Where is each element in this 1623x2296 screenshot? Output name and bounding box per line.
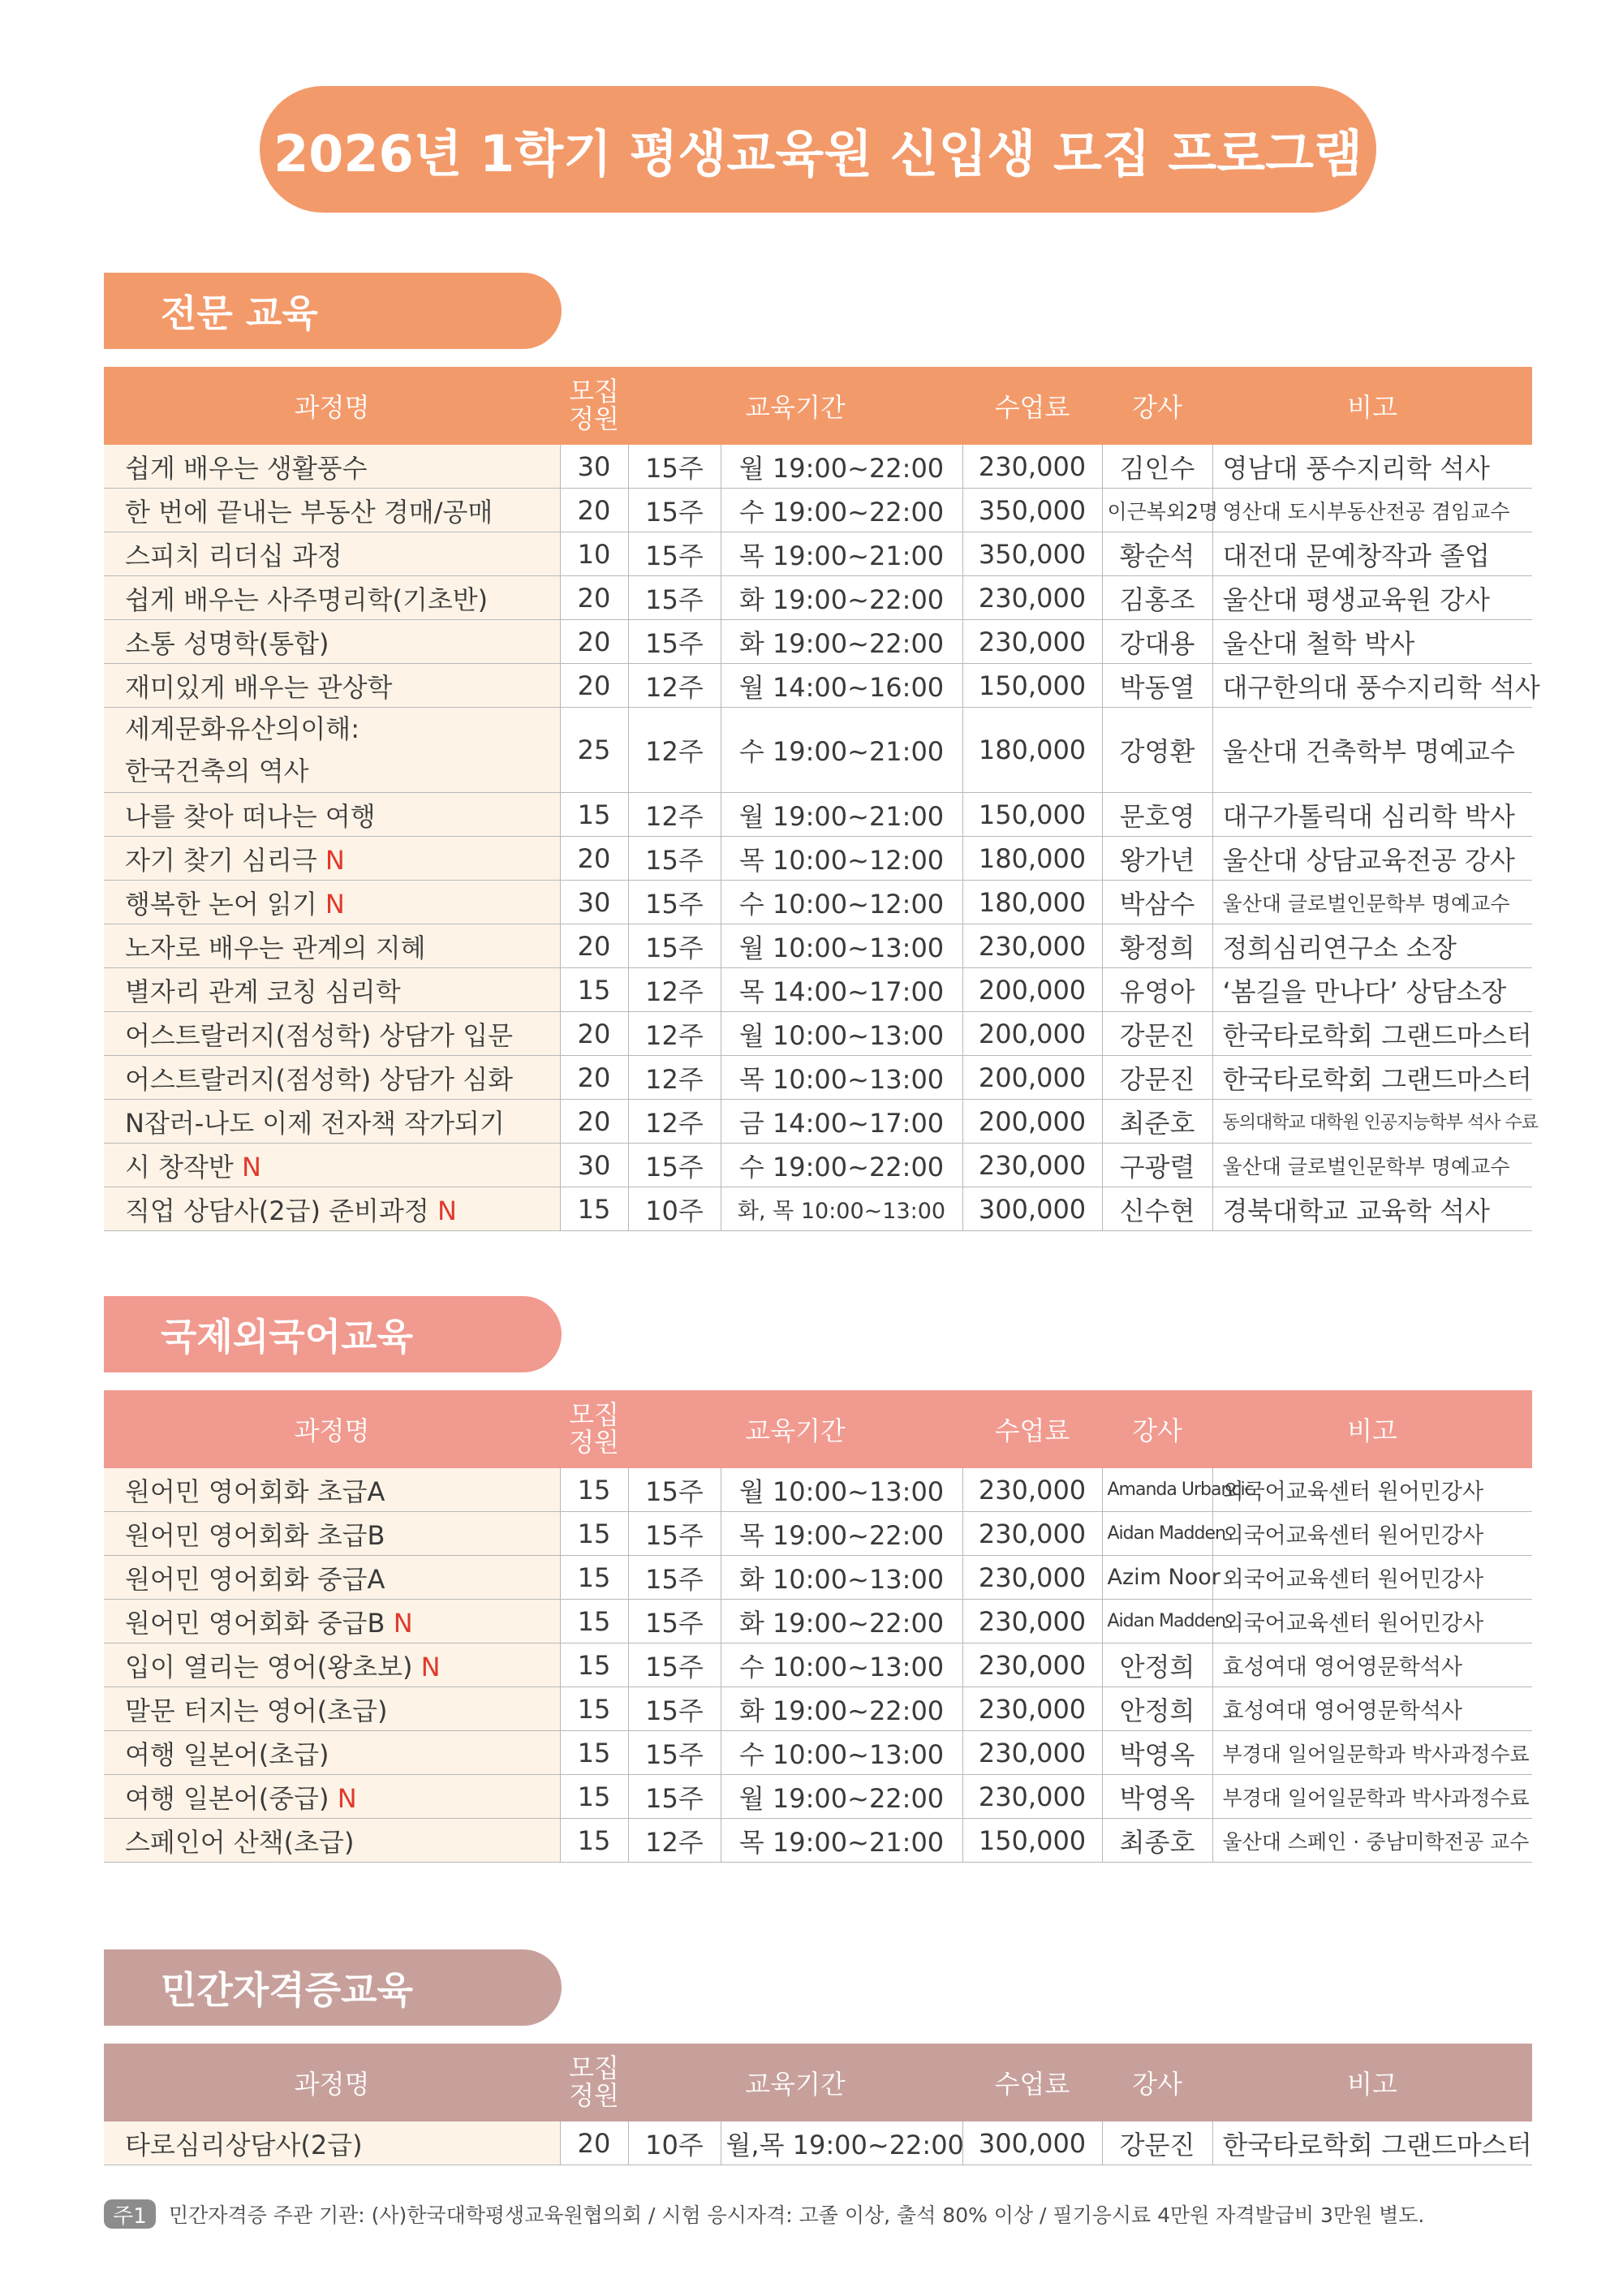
time-cell: 목 10:00~12:00	[721, 837, 962, 881]
time-cell: 월 19:00~22:00	[721, 1775, 962, 1819]
table-row	[104, 1056, 1532, 1100]
header-note: 비고	[1212, 1390, 1532, 1468]
instructor-cell: 박영옥	[1102, 1731, 1212, 1775]
header-period: 교육기간	[628, 2044, 962, 2122]
time-cell: 화 10:00~13:00	[721, 1556, 962, 1600]
note-cell: 울산대 평생교육원 강사	[1212, 576, 1532, 620]
course-name-text: 자기 찾기 심리극	[125, 844, 325, 876]
weeks-cell: 15주	[628, 1144, 721, 1187]
instructor-cell: 강영환	[1102, 708, 1212, 793]
note-cell: 동의대학교 대학원 인공지능학부 석사 수료	[1212, 1100, 1532, 1144]
course-name	[104, 664, 560, 708]
note-cell: 대구가톨릭대 심리학 박사	[1212, 793, 1532, 837]
fee-cell: 200,000	[962, 1056, 1102, 1100]
instructor-cell: Aidan Madden	[1102, 1600, 1212, 1643]
new-badge: N	[437, 1195, 457, 1226]
new-badge: N	[325, 888, 345, 920]
fee-cell: 230,000	[962, 1600, 1102, 1643]
capacity-cell: 20	[560, 1056, 628, 1100]
course-name	[104, 532, 560, 576]
instructor-cell: 황정희	[1102, 924, 1212, 968]
note-cell: 경북대학교 교육학 석사	[1212, 1187, 1532, 1231]
table-row	[104, 793, 1532, 837]
course-name	[104, 1687, 560, 1731]
course-name-text: 원어민 영어회화 초급B	[125, 1519, 385, 1551]
instructor-cell: 구광렬	[1102, 1144, 1212, 1187]
note-cell: 울산대 글로벌인문학부 명예교수	[1212, 881, 1532, 924]
course-name	[104, 1100, 560, 1144]
new-badge: N	[325, 844, 345, 876]
note-cell: 대전대 문예창작과 졸업	[1212, 532, 1532, 576]
table-row	[104, 489, 1532, 532]
time-cell: 목 10:00~13:00	[721, 1056, 962, 1100]
capacity-cell: 20	[560, 489, 628, 532]
header-cap-top: 모집	[569, 2053, 619, 2083]
course-name-text: 타로심리상담사(2급)	[125, 2129, 363, 2160]
table-header-row	[104, 2044, 1532, 2122]
time-cell: 수 10:00~13:00	[721, 1731, 962, 1775]
course-name-text: 여행 일본어(초급)	[125, 1738, 329, 1770]
instructor-cell: 박동열	[1102, 664, 1212, 708]
weeks-cell: 12주	[628, 708, 721, 793]
course-name-text: 행복한 논어 읽기	[125, 888, 325, 920]
time-cell: 금 14:00~17:00	[721, 1100, 962, 1144]
weeks-cell: 15주	[628, 924, 721, 968]
course-name	[104, 1819, 560, 1863]
time-cell: 월 19:00~21:00	[721, 793, 962, 837]
course-name-text: 나를 찾아 떠나는 여행	[125, 800, 376, 832]
capacity-cell: 15	[560, 1775, 628, 1819]
instructor-cell: 황순석	[1102, 532, 1212, 576]
header-capacity	[560, 2044, 628, 2122]
course-name-text: 스페인어 산책(초급)	[125, 1826, 355, 1858]
header-fee: 수업료	[962, 2044, 1102, 2122]
time-cell: 수 19:00~22:00	[721, 489, 962, 532]
instructor-cell: 안정희	[1102, 1643, 1212, 1687]
instructor-cell: 문호영	[1102, 793, 1212, 837]
fee-cell: 180,000	[962, 708, 1102, 793]
fee-cell: 300,000	[962, 1187, 1102, 1231]
fee-cell: 230,000	[962, 924, 1102, 968]
course-name	[104, 1012, 560, 1056]
instructor-cell: 안정희	[1102, 1687, 1212, 1731]
instructor-cell: 최준호	[1102, 1100, 1212, 1144]
course-name-text: 소통 성명학(통합)	[125, 627, 329, 659]
weeks-cell: 12주	[628, 968, 721, 1012]
time-cell: 목 19:00~22:00	[721, 1512, 962, 1556]
fee-cell: 180,000	[962, 837, 1102, 881]
header-instructor: 강사	[1102, 1390, 1212, 1468]
capacity-cell: 20	[560, 664, 628, 708]
fee-cell: 150,000	[962, 664, 1102, 708]
course-name-text: 입이 열리는 영어(왕초보)	[125, 1651, 421, 1682]
fee-cell: 350,000	[962, 532, 1102, 576]
header-note: 비고	[1212, 367, 1532, 445]
header-fee: 수업료	[962, 367, 1102, 445]
note-cell: 울산대 스페인 · 중남미학전공 교수	[1212, 1819, 1532, 1863]
weeks-cell: 12주	[628, 1012, 721, 1056]
weeks-cell: 15주	[628, 620, 721, 664]
time-cell: 월 10:00~13:00	[721, 924, 962, 968]
capacity-cell: 20	[560, 2122, 628, 2165]
course-name	[104, 445, 560, 489]
instructor-cell: 박영옥	[1102, 1775, 1212, 1819]
capacity-cell: 25	[560, 708, 628, 793]
weeks-cell: 15주	[628, 837, 721, 881]
instructor-cell: 강문진	[1102, 1056, 1212, 1100]
note-cell: 부경대 일어일문학과 박사과정수료	[1212, 1775, 1532, 1819]
capacity-cell: 20	[560, 576, 628, 620]
header-cap-top: 모집	[569, 376, 619, 407]
capacity-cell: 20	[560, 620, 628, 664]
instructor-cell: 김홍조	[1102, 576, 1212, 620]
course-name-text: 노자로 배우는 관계의 지혜	[125, 932, 426, 963]
weeks-cell: 15주	[628, 445, 721, 489]
note-cell: 부경대 일어일문학과 박사과정수료	[1212, 1731, 1532, 1775]
instructor-cell: 김인수	[1102, 445, 1212, 489]
table-row	[104, 1012, 1532, 1056]
instructor-cell: 강대용	[1102, 620, 1212, 664]
weeks-cell: 12주	[628, 793, 721, 837]
course-name	[104, 968, 560, 1012]
instructor-cell: 최종호	[1102, 1819, 1212, 1863]
table-row	[104, 837, 1532, 881]
header-name: 과정명	[104, 2044, 560, 2122]
footnote-text: 민간자격증 주관 기관: (사)한국대학평생교육원협의회 / 시험 응시자격: 고졸 이상, 출석 80% 이상 / 필기응시료 4만원 자격발급비 3만원 별도.	[169, 2203, 1425, 2227]
weeks-cell: 12주	[628, 664, 721, 708]
weeks-cell: 15주	[628, 1643, 721, 1687]
table-row	[104, 1144, 1532, 1187]
table-row	[104, 881, 1532, 924]
capacity-cell: 20	[560, 1100, 628, 1144]
course-name-text: 원어민 영어회화 중급B	[125, 1607, 394, 1639]
note-cell: 정희심리연구소 소장	[1212, 924, 1532, 968]
course-name	[104, 881, 560, 924]
time-cell: 화 19:00~22:00	[721, 576, 962, 620]
table-row	[104, 620, 1532, 664]
course-name	[104, 620, 560, 664]
course-name	[104, 924, 560, 968]
instructor-cell: 이근복외2명	[1102, 489, 1212, 532]
note-cell: ‘봄길을 만나다’ 상담소장	[1212, 968, 1532, 1012]
time-cell: 화 19:00~22:00	[721, 1600, 962, 1643]
course-name-text: 여행 일본어(중급)	[125, 1782, 338, 1814]
course-name	[104, 1731, 560, 1775]
weeks-cell: 15주	[628, 1600, 721, 1643]
table-row	[104, 708, 1532, 793]
instructor-cell: 왕가년	[1102, 837, 1212, 881]
course-name	[104, 793, 560, 837]
fee-cell: 230,000	[962, 576, 1102, 620]
note-cell: 한국타로학회 그랜드마스터	[1212, 2122, 1532, 2165]
fee-cell: 180,000	[962, 881, 1102, 924]
course-name	[104, 576, 560, 620]
certificate-table	[104, 2044, 1532, 2165]
weeks-cell: 15주	[628, 576, 721, 620]
note-cell: 울산대 글로벌인문학부 명예교수	[1212, 1144, 1532, 1187]
time-cell: 월,목 19:00~22:00	[721, 2122, 962, 2165]
table-row	[104, 1556, 1532, 1600]
weeks-cell: 15주	[628, 1468, 721, 1512]
new-badge: N	[420, 1651, 441, 1682]
instructor-cell: 강문진	[1102, 1012, 1212, 1056]
time-cell: 월 19:00~22:00	[721, 445, 962, 489]
instructor-cell: 유영아	[1102, 968, 1212, 1012]
fee-cell: 230,000	[962, 1687, 1102, 1731]
weeks-cell: 15주	[628, 1775, 721, 1819]
capacity-cell: 15	[560, 793, 628, 837]
capacity-cell: 15	[560, 1187, 628, 1231]
note-cell: 울산대 상담교육전공 강사	[1212, 837, 1532, 881]
header-cap-bottom: 정원	[569, 403, 619, 434]
capacity-cell: 15	[560, 1468, 628, 1512]
course-name-text: 어스트랄러지(점성학) 상담가 심화	[125, 1063, 514, 1095]
note-cell: 외국어교육센터 원어민강사	[1212, 1556, 1532, 1600]
new-badge: N	[393, 1607, 413, 1639]
course-name	[104, 1643, 560, 1687]
weeks-cell: 15주	[628, 489, 721, 532]
capacity-cell: 30	[560, 445, 628, 489]
capacity-cell: 15	[560, 1731, 628, 1775]
course-name	[104, 1187, 560, 1231]
weeks-cell: 15주	[628, 1556, 721, 1600]
note-cell: 한국타로학회 그랜드마스터	[1212, 1056, 1532, 1100]
course-name	[104, 1512, 560, 1556]
course-name-text: 별자리 관계 코칭 심리학	[125, 976, 401, 1007]
weeks-cell: 10주	[628, 2122, 721, 2165]
table-row	[104, 968, 1532, 1012]
course-name-text: 재미있게 배우는 관상학	[125, 671, 393, 703]
footnote	[104, 2198, 1532, 2230]
instructor-cell: Azim Noor	[1102, 1556, 1212, 1600]
header-instructor: 강사	[1102, 2044, 1212, 2122]
note-cell: 대구한의대 풍수지리학 석사	[1212, 664, 1532, 708]
header-capacity	[560, 1390, 628, 1468]
weeks-cell: 15주	[628, 881, 721, 924]
weeks-cell: 15주	[628, 1731, 721, 1775]
fee-cell: 150,000	[962, 1819, 1102, 1863]
course-name-line2: 한국건축의 역사	[125, 756, 309, 786]
table-row	[104, 1468, 1532, 1512]
instructor-cell: Aidan Madden	[1102, 1512, 1212, 1556]
table-row	[104, 1100, 1532, 1144]
course-name	[104, 1144, 560, 1187]
course-name	[104, 1556, 560, 1600]
header-cap-bottom: 정원	[569, 2080, 619, 2111]
time-cell: 수 10:00~13:00	[721, 1643, 962, 1687]
footnote-badge: 주1	[104, 2199, 156, 2229]
fee-cell: 200,000	[962, 1100, 1102, 1144]
time-cell: 화, 목 10:00~13:00	[721, 1187, 962, 1231]
capacity-cell: 20	[560, 924, 628, 968]
table-row	[104, 445, 1532, 489]
weeks-cell: 15주	[628, 1512, 721, 1556]
table-row	[104, 1775, 1532, 1819]
table-row	[104, 1643, 1532, 1687]
fee-cell: 150,000	[962, 793, 1102, 837]
fee-cell: 230,000	[962, 1556, 1102, 1600]
course-name-text: 세계문화유산의이해:	[125, 713, 359, 744]
instructor-cell: 강문진	[1102, 2122, 1212, 2165]
course-name	[104, 837, 560, 881]
time-cell: 수 19:00~21:00	[721, 708, 962, 793]
table-row	[104, 2122, 1532, 2165]
time-cell: 월 14:00~16:00	[721, 664, 962, 708]
new-badge: N	[242, 1151, 261, 1182]
capacity-cell: 20	[560, 837, 628, 881]
course-name-text: 스피치 리더십 과정	[125, 540, 342, 571]
professional-table	[104, 367, 1540, 1231]
course-name	[104, 1600, 560, 1643]
page-title: 2026년 1학기 평생교육원 신입생 모집 프로그램	[260, 86, 1376, 213]
capacity-cell: 15	[560, 1643, 628, 1687]
section-title-professional: 전문 교육	[104, 273, 562, 349]
table-row	[104, 1731, 1532, 1775]
section-title-language: 국제외국어교육	[104, 1296, 562, 1372]
time-cell: 수 19:00~22:00	[721, 1144, 962, 1187]
capacity-cell: 15	[560, 1556, 628, 1600]
course-name-text: 어스트랄러지(점성학) 상담가 입문	[125, 1019, 514, 1051]
header-name: 과정명	[104, 367, 560, 445]
table-row	[104, 924, 1532, 968]
fee-cell: 200,000	[962, 968, 1102, 1012]
course-name-text: 원어민 영어회화 중급A	[125, 1563, 385, 1595]
fee-cell: 230,000	[962, 1144, 1102, 1187]
fee-cell: 230,000	[962, 1468, 1102, 1512]
table-row	[104, 664, 1532, 708]
note-cell: 효성여대 영어영문학석사	[1212, 1687, 1532, 1731]
time-cell: 목 19:00~21:00	[721, 532, 962, 576]
course-name	[104, 1468, 560, 1512]
time-cell: 화 19:00~22:00	[721, 620, 962, 664]
section-title-certificate: 민간자격증교육	[104, 1949, 562, 2026]
fee-cell: 230,000	[962, 1512, 1102, 1556]
capacity-cell: 15	[560, 968, 628, 1012]
fee-cell: 230,000	[962, 445, 1102, 489]
time-cell: 월 10:00~13:00	[721, 1012, 962, 1056]
capacity-cell: 15	[560, 1600, 628, 1643]
course-name	[104, 2122, 560, 2165]
course-name	[104, 708, 560, 793]
time-cell: 수 10:00~12:00	[721, 881, 962, 924]
fee-cell: 230,000	[962, 1775, 1102, 1819]
note-cell: 외국어교육센터 원어민강사	[1212, 1600, 1532, 1643]
new-badge: N	[337, 1782, 357, 1814]
table-row	[104, 1819, 1532, 1863]
time-cell: 화 19:00~22:00	[721, 1687, 962, 1731]
fee-cell: 230,000	[962, 620, 1102, 664]
table-row	[104, 1600, 1532, 1643]
note-cell: 효성여대 영어영문학석사	[1212, 1643, 1532, 1687]
table-row	[104, 1187, 1532, 1231]
course-name-text: 원어민 영어회화 초급A	[125, 1475, 385, 1507]
time-cell: 월 10:00~13:00	[721, 1468, 962, 1512]
fee-cell: 200,000	[962, 1012, 1102, 1056]
time-cell: 목 19:00~21:00	[721, 1819, 962, 1863]
note-cell: 영산대 도시부동산전공 겸임교수	[1212, 489, 1532, 532]
fee-cell: 230,000	[962, 1643, 1102, 1687]
weeks-cell: 12주	[628, 1100, 721, 1144]
note-cell: 한국타로학회 그랜드마스터	[1212, 1012, 1532, 1056]
table-row	[104, 1512, 1532, 1556]
header-note: 비고	[1212, 2044, 1532, 2122]
language-table	[104, 1390, 1532, 1863]
capacity-cell: 30	[560, 881, 628, 924]
header-period: 교육기간	[628, 367, 962, 445]
note-cell: 외국어교육센터 원어민강사	[1212, 1468, 1532, 1512]
table-header-row	[104, 367, 1532, 445]
instructor-cell: 신수현	[1102, 1187, 1212, 1231]
note-cell: 외국어교육센터 원어민강사	[1212, 1512, 1532, 1556]
table-row	[104, 532, 1532, 576]
capacity-cell: 15	[560, 1512, 628, 1556]
table-row	[104, 576, 1532, 620]
instructor-cell: Amanda Urbancic	[1102, 1468, 1212, 1512]
header-name: 과정명	[104, 1390, 560, 1468]
header-cap-top: 모집	[569, 1399, 619, 1430]
fee-cell: 230,000	[962, 1731, 1102, 1775]
course-name-text: 직업 상담사(2급) 준비과정	[125, 1195, 437, 1226]
header-capacity	[560, 367, 628, 445]
capacity-cell: 30	[560, 1144, 628, 1187]
weeks-cell: 10주	[628, 1187, 721, 1231]
fee-cell: 300,000	[962, 2122, 1102, 2165]
course-name-text: 시 창작반	[125, 1151, 242, 1182]
capacity-cell: 15	[560, 1819, 628, 1863]
course-name-text: 말문 터지는 영어(초급)	[125, 1695, 388, 1726]
weeks-cell: 15주	[628, 1687, 721, 1731]
course-name-text: 쉽게 배우는 사주명리학(기초반)	[125, 584, 489, 615]
table-header-row	[104, 1390, 1532, 1468]
weeks-cell: 12주	[628, 1819, 721, 1863]
course-name	[104, 1056, 560, 1100]
course-name-text: N잡러-나도 이제 전자책 작가되기	[125, 1107, 505, 1139]
weeks-cell: 15주	[628, 532, 721, 576]
table-row	[104, 1687, 1532, 1731]
note-cell: 울산대 건축학부 명예교수	[1212, 708, 1532, 793]
course-name-text: 쉽게 배우는 생활풍수	[125, 452, 368, 484]
header-fee: 수업료	[962, 1390, 1102, 1468]
note-cell: 울산대 철학 박사	[1212, 620, 1532, 664]
fee-cell: 350,000	[962, 489, 1102, 532]
course-name	[104, 1775, 560, 1819]
time-cell: 목 14:00~17:00	[721, 968, 962, 1012]
capacity-cell: 20	[560, 1012, 628, 1056]
header-cap-bottom: 정원	[569, 1427, 619, 1458]
instructor-cell: 박삼수	[1102, 881, 1212, 924]
capacity-cell: 10	[560, 532, 628, 576]
course-name	[104, 489, 560, 532]
header-instructor: 강사	[1102, 367, 1212, 445]
note-cell: 영남대 풍수지리학 석사	[1212, 445, 1532, 489]
header-period: 교육기간	[628, 1390, 962, 1468]
capacity-cell: 15	[560, 1687, 628, 1731]
weeks-cell: 12주	[628, 1056, 721, 1100]
course-name-text: 한 번에 끝내는 부동산 경매/공매	[125, 496, 493, 528]
